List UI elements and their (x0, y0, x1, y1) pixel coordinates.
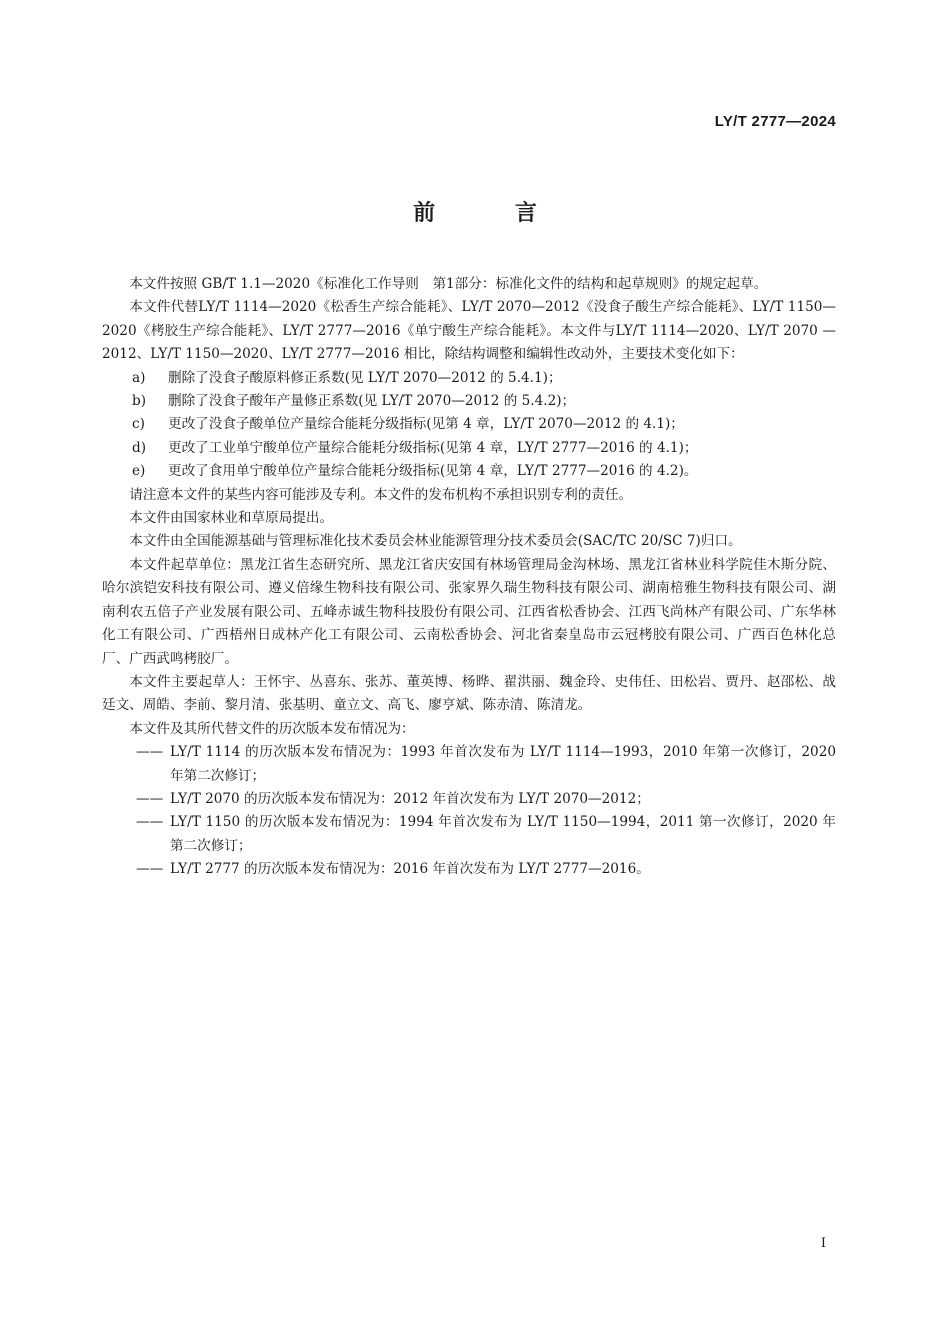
paragraph-drafting-rules: 本文件按照 GB/T 1.1—2020《标准化工作导则 第1部分：标准化文件的结构和起草规则》的规定起草。 (129, 276, 768, 292)
page-title: 前 言 (413, 201, 573, 226)
list-marker: a) (132, 369, 146, 386)
paragraph-drafters: 本文件主要起草人：王怀宇、丛喜东、张苏、董英博、杨晔、翟洪丽、魏金玲、史伟任、田松岩、贾丹、赵邵松、战廷文、周皓、李前、黎月清、张基明、童立文、高飞、廖亨斌、陈赤清、陈清龙。 (102, 673, 836, 714)
list-marker: c) (132, 416, 145, 433)
document-body (102, 273, 836, 882)
list-item (102, 788, 836, 811)
list-item (102, 390, 836, 413)
list-item-text: LY/T 1114 的历次版本发布情况为：1993 年首次发布为 LY/T 1114—1993，2010 年第一次修订，2020 年第二次修订； (170, 744, 836, 784)
list-marker: —— (136, 861, 164, 878)
list-item (102, 367, 836, 390)
changes-list (102, 367, 836, 484)
list-item-text: 更改了食用单宁酸单位产量综合能耗分级指标(见第 4 章，LY/T 2777—2016 的 4.2)。 (168, 463, 698, 480)
paragraph-patent-notice: 请注意本文件的某些内容可能涉及专利。本文件的发布机构不承担识别专利的责任。 (129, 486, 633, 503)
list-marker: e) (132, 463, 146, 480)
list-item-text: LY/T 2070 的历次版本发布情况为：2012 年首次发布为 LY/T 2070—2012； (170, 790, 650, 807)
list-item-text: 删除了没食子酸年产量修正系数(见 LY/T 2070—2012 的 5.4.2)； (168, 393, 576, 410)
list-item-text: 更改了没食子酸单位产量综合能耗分级指标(见第 4 章，LY/T 2070—2012 的 4.1)； (168, 416, 684, 433)
history-list (102, 741, 836, 881)
list-marker: —— (136, 790, 164, 807)
list-marker: —— (136, 744, 164, 761)
list-item-text: LY/T 1150 的历次版本发布情况为：1994 年首次发布为 LY/T 1150—1994，2011 第一次修订，2020 年第二次修订； (170, 814, 836, 854)
list-item-text: 更改了工业单宁酸单位产量综合能耗分级指标(见第 4 章，LY/T 2777—2016 的 4.1)； (168, 439, 698, 456)
paragraph-proposed-by: 本文件由国家林业和草原局提出。 (129, 510, 334, 527)
list-item-text: 删除了没食子酸原料修正系数(见 LY/T 2070—2012 的 5.4.1)； (168, 369, 562, 386)
list-marker: d) (132, 439, 147, 456)
list-item (102, 741, 836, 788)
list-item (102, 437, 836, 460)
paragraph-drafting-units: 本文件起草单位：黑龙江省生态研究所、黑龙江省庆安国有林场管理局金沟林场、黑龙江省林业科学院佳木斯分院、哈尔滨铠安科技有限公司、遵义倍缘生物科技有限公司、张家界久瑞生物科技有限公司、湖南棓雅生物科技有限公司、湖南利农五倍子产业发展有限公司、五峰赤诚生物科技股份有限公司、江西省松香协会、江西飞尚林产有限公司、广东华林化工有限公司、广西梧州日成林产化工有限公司、云南松香协会、河北省秦皇岛市云冠栲胶有限公司、广西百色林化总厂、广西武鸣栲胶厂。 (102, 556, 836, 667)
list-marker: —— (136, 814, 164, 831)
list-item (102, 413, 836, 436)
list-item (102, 460, 836, 483)
paragraph-administered-by: 本文件由全国能源基础与管理标准化技术委员会林业能源管理分技术委员会(SAC/TC 20/SC 7)归口。 (129, 533, 742, 550)
list-marker: b) (132, 393, 147, 410)
page-number: I (820, 1236, 826, 1251)
paragraph-replaces: 本文件代替LY/T 1114—2020《松香生产综合能耗》、LY/T 2070—2012《没食子酸生产综合能耗》、LY/T 1150—2020《栲胶生产综合能耗》、LY/T 2777—2016《单宁酸生产综合能耗》。本文件与LY/T 1114—2020、LY/T 2070 —2012、LY/T 1150—2020、LY/T 2777—2016 相比，除结构调整和编辑性改动外，主要技术变化如下： (102, 299, 836, 363)
list-item-text: LY/T 2777 的历次版本发布情况为：2016 年首次发布为 LY/T 2777—2016。 (170, 861, 650, 878)
list-item (102, 811, 836, 858)
list-item (102, 858, 836, 881)
standard-code: LY/T 2777—2024 (714, 113, 836, 130)
paragraph-history-intro: 本文件及其所代替文件的历次版本发布情况为： (129, 720, 415, 737)
